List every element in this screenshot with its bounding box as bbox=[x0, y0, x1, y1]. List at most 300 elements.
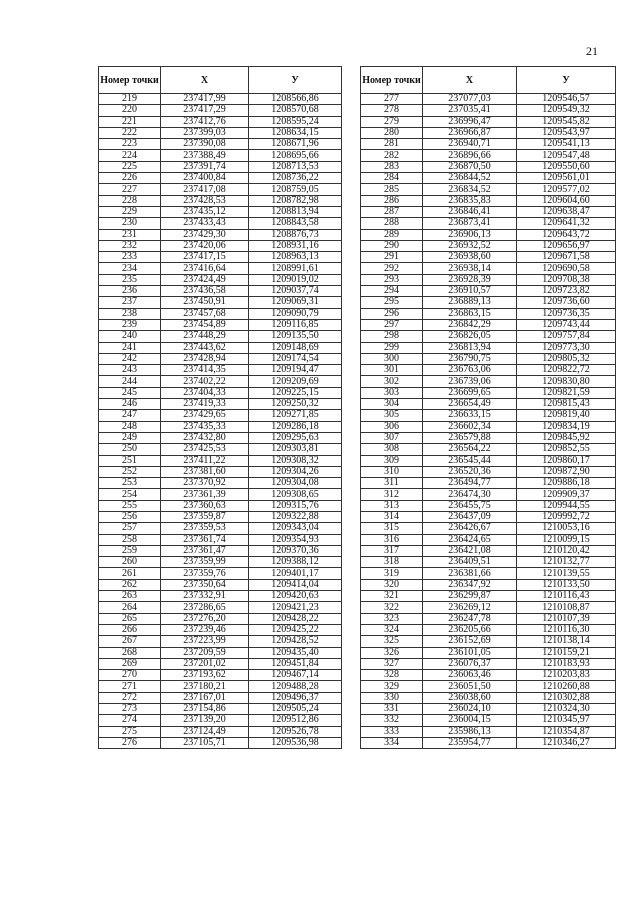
cell-point-number: 278 bbox=[361, 105, 423, 116]
cell-point-number: 324 bbox=[361, 624, 423, 635]
cell-point-number: 243 bbox=[99, 365, 161, 376]
cell-y: 1209736,35 bbox=[517, 308, 616, 319]
cell-point-number: 317 bbox=[361, 545, 423, 556]
cell-point-number: 322 bbox=[361, 602, 423, 613]
table-row bbox=[99, 579, 342, 590]
table-row bbox=[99, 658, 342, 669]
cell-y: 1210108,87 bbox=[517, 602, 616, 613]
table-row bbox=[361, 444, 616, 455]
cell-x: 236494,77 bbox=[423, 478, 517, 489]
cell-x: 235986,13 bbox=[423, 726, 517, 737]
table-row bbox=[361, 173, 616, 184]
cell-y: 1210302,88 bbox=[517, 692, 616, 703]
cell-y: 1209992,72 bbox=[517, 511, 616, 522]
cell-x: 237436,58 bbox=[161, 286, 249, 297]
cell-y: 1209315,76 bbox=[249, 500, 342, 511]
table-row bbox=[361, 715, 616, 726]
table-row bbox=[99, 206, 342, 217]
table-row bbox=[361, 658, 616, 669]
cell-x: 236426,67 bbox=[423, 523, 517, 534]
cell-y: 1209872,90 bbox=[517, 466, 616, 477]
cell-point-number: 249 bbox=[99, 432, 161, 443]
table-row bbox=[361, 670, 616, 681]
cell-x: 237361,74 bbox=[161, 534, 249, 545]
cell-point-number: 271 bbox=[99, 681, 161, 692]
cell-x: 236602,34 bbox=[423, 421, 517, 432]
cell-y: 1209860,17 bbox=[517, 455, 616, 466]
cell-x: 237359,87 bbox=[161, 511, 249, 522]
cell-y: 1209690,58 bbox=[517, 263, 616, 274]
cell-x: 236347,92 bbox=[423, 579, 517, 590]
cell-point-number: 333 bbox=[361, 726, 423, 737]
table-row bbox=[99, 737, 342, 748]
table-row bbox=[99, 568, 342, 579]
cell-point-number: 225 bbox=[99, 161, 161, 172]
cell-y: 1210324,30 bbox=[517, 704, 616, 715]
cell-y: 1209773,30 bbox=[517, 342, 616, 353]
cell-point-number: 235 bbox=[99, 274, 161, 285]
cell-point-number: 244 bbox=[99, 376, 161, 387]
cell-point-number: 252 bbox=[99, 466, 161, 477]
table-row bbox=[361, 139, 616, 150]
table-row bbox=[361, 127, 616, 138]
cell-y: 1209604,60 bbox=[517, 195, 616, 206]
cell-point-number: 229 bbox=[99, 206, 161, 217]
cell-x: 237417,99 bbox=[161, 94, 249, 105]
cell-point-number: 246 bbox=[99, 399, 161, 410]
cell-y: 1208876,73 bbox=[249, 229, 342, 240]
cell-x: 237412,76 bbox=[161, 116, 249, 127]
table-row bbox=[99, 545, 342, 556]
cell-x: 236846,41 bbox=[423, 206, 517, 217]
cell-point-number: 311 bbox=[361, 478, 423, 489]
cell-point-number: 284 bbox=[361, 173, 423, 184]
cell-point-number: 264 bbox=[99, 602, 161, 613]
cell-y: 1209343,04 bbox=[249, 523, 342, 534]
cell-y: 1208713,53 bbox=[249, 161, 342, 172]
cell-y: 1209550,60 bbox=[517, 161, 616, 172]
cell-point-number: 262 bbox=[99, 579, 161, 590]
table-row bbox=[99, 297, 342, 308]
table-row bbox=[361, 274, 616, 285]
cell-point-number: 306 bbox=[361, 421, 423, 432]
cell-x: 236051,50 bbox=[423, 681, 517, 692]
cell-y: 1209505,24 bbox=[249, 704, 342, 715]
cell-y: 1209708,38 bbox=[517, 274, 616, 285]
cell-x: 236545,44 bbox=[423, 455, 517, 466]
cell-x: 236910,57 bbox=[423, 286, 517, 297]
cell-point-number: 219 bbox=[99, 94, 161, 105]
cell-x: 237399,03 bbox=[161, 127, 249, 138]
cell-y: 1210132,77 bbox=[517, 557, 616, 568]
cell-point-number: 319 bbox=[361, 568, 423, 579]
cell-point-number: 305 bbox=[361, 410, 423, 421]
cell-point-number: 253 bbox=[99, 478, 161, 489]
cell-x: 236421,08 bbox=[423, 545, 517, 556]
cell-point-number: 258 bbox=[99, 534, 161, 545]
cell-x: 237370,92 bbox=[161, 478, 249, 489]
cell-y: 1209488,28 bbox=[249, 681, 342, 692]
cell-y: 1210116,30 bbox=[517, 624, 616, 635]
cell-y: 1210053,16 bbox=[517, 523, 616, 534]
cell-point-number: 310 bbox=[361, 466, 423, 477]
cell-y: 1209543,97 bbox=[517, 127, 616, 138]
cell-point-number: 323 bbox=[361, 613, 423, 624]
table-row bbox=[361, 647, 616, 658]
cell-x: 237359,76 bbox=[161, 568, 249, 579]
table-row bbox=[361, 421, 616, 432]
cell-y: 1209174,54 bbox=[249, 353, 342, 364]
cell-x: 237428,53 bbox=[161, 195, 249, 206]
cell-point-number: 287 bbox=[361, 206, 423, 217]
table-row bbox=[361, 568, 616, 579]
cell-y: 1210203,83 bbox=[517, 670, 616, 681]
table-row bbox=[99, 670, 342, 681]
cell-y: 1209428,52 bbox=[249, 636, 342, 647]
table-row bbox=[361, 297, 616, 308]
table-row bbox=[361, 704, 616, 715]
cell-x: 236205,66 bbox=[423, 624, 517, 635]
table-row bbox=[99, 500, 342, 511]
cell-point-number: 327 bbox=[361, 658, 423, 669]
table-row bbox=[361, 511, 616, 522]
cell-x: 237429,65 bbox=[161, 410, 249, 421]
cell-x: 236063,46 bbox=[423, 670, 517, 681]
cell-x: 236844,52 bbox=[423, 173, 517, 184]
table-row bbox=[99, 534, 342, 545]
table-row bbox=[361, 466, 616, 477]
cell-y: 1208566,86 bbox=[249, 94, 342, 105]
cell-y: 1210099,15 bbox=[517, 534, 616, 545]
cell-y: 1209401,17 bbox=[249, 568, 342, 579]
table-row bbox=[99, 704, 342, 715]
cell-point-number: 329 bbox=[361, 681, 423, 692]
cell-y: 1209723,82 bbox=[517, 286, 616, 297]
table-row bbox=[99, 410, 342, 421]
cell-point-number: 286 bbox=[361, 195, 423, 206]
table-row bbox=[99, 331, 342, 342]
cell-point-number: 326 bbox=[361, 647, 423, 658]
cell-y: 1208595,24 bbox=[249, 116, 342, 127]
cell-point-number: 300 bbox=[361, 353, 423, 364]
cell-y: 1209209,69 bbox=[249, 376, 342, 387]
cell-y: 1209467,14 bbox=[249, 670, 342, 681]
table-row bbox=[361, 692, 616, 703]
cell-point-number: 266 bbox=[99, 624, 161, 635]
cell-point-number: 222 bbox=[99, 127, 161, 138]
cell-point-number: 303 bbox=[361, 387, 423, 398]
cell-y: 1209671,58 bbox=[517, 252, 616, 263]
cell-x: 237390,08 bbox=[161, 139, 249, 150]
table-row bbox=[99, 127, 342, 138]
cell-point-number: 233 bbox=[99, 252, 161, 263]
cell-point-number: 267 bbox=[99, 636, 161, 647]
table-row bbox=[99, 715, 342, 726]
cell-x: 236932,52 bbox=[423, 240, 517, 251]
header-x: X bbox=[423, 67, 517, 94]
table-body-right bbox=[361, 94, 616, 749]
table-row bbox=[361, 399, 616, 410]
cell-x: 237429,30 bbox=[161, 229, 249, 240]
cell-x: 237077,03 bbox=[423, 94, 517, 105]
cell-x: 236813,94 bbox=[423, 342, 517, 353]
cell-point-number: 224 bbox=[99, 150, 161, 161]
table-row bbox=[99, 139, 342, 150]
cell-x: 236152,69 bbox=[423, 636, 517, 647]
cell-x: 237209,59 bbox=[161, 647, 249, 658]
table-row bbox=[361, 376, 616, 387]
cell-point-number: 272 bbox=[99, 692, 161, 703]
cell-y: 1209425,22 bbox=[249, 624, 342, 635]
cell-x: 236409,51 bbox=[423, 557, 517, 568]
cell-point-number: 302 bbox=[361, 376, 423, 387]
cell-point-number: 247 bbox=[99, 410, 161, 421]
cell-y: 1209354,93 bbox=[249, 534, 342, 545]
cell-x: 237239,46 bbox=[161, 624, 249, 635]
cell-point-number: 292 bbox=[361, 263, 423, 274]
table-row bbox=[361, 737, 616, 748]
cell-x: 237139,20 bbox=[161, 715, 249, 726]
table-row bbox=[361, 478, 616, 489]
cell-y: 1209308,32 bbox=[249, 455, 342, 466]
table-row bbox=[99, 94, 342, 105]
cell-x: 236564,22 bbox=[423, 444, 517, 455]
table-row bbox=[361, 365, 616, 376]
cell-x: 236739,06 bbox=[423, 376, 517, 387]
cell-y: 1210139,55 bbox=[517, 568, 616, 579]
cell-y: 1209496,37 bbox=[249, 692, 342, 703]
cell-point-number: 293 bbox=[361, 274, 423, 285]
table-row bbox=[361, 286, 616, 297]
cell-point-number: 259 bbox=[99, 545, 161, 556]
table-row bbox=[361, 500, 616, 511]
cell-y: 1208843,58 bbox=[249, 218, 342, 229]
cell-x: 236024,10 bbox=[423, 704, 517, 715]
cell-x: 237404,33 bbox=[161, 387, 249, 398]
page-number: 21 bbox=[586, 44, 598, 58]
cell-point-number: 330 bbox=[361, 692, 423, 703]
cell-x: 236834,52 bbox=[423, 184, 517, 195]
cell-x: 237276,20 bbox=[161, 613, 249, 624]
cell-x: 236940,71 bbox=[423, 139, 517, 150]
cell-y: 1209303,81 bbox=[249, 444, 342, 455]
cell-y: 1208759,05 bbox=[249, 184, 342, 195]
cell-y: 1209944,55 bbox=[517, 500, 616, 511]
cell-x: 236835,83 bbox=[423, 195, 517, 206]
cell-point-number: 308 bbox=[361, 444, 423, 455]
cell-point-number: 232 bbox=[99, 240, 161, 251]
cell-x: 237360,63 bbox=[161, 500, 249, 511]
cell-y: 1209090,79 bbox=[249, 308, 342, 319]
cell-y: 1210159,21 bbox=[517, 647, 616, 658]
cell-x: 236247,78 bbox=[423, 613, 517, 624]
table-row bbox=[99, 376, 342, 387]
cell-x: 237359,99 bbox=[161, 557, 249, 568]
table-row bbox=[99, 195, 342, 206]
cell-y: 1209743,44 bbox=[517, 319, 616, 330]
cell-y: 1210260,88 bbox=[517, 681, 616, 692]
cell-x: 237420,06 bbox=[161, 240, 249, 251]
table-row bbox=[361, 150, 616, 161]
table-row bbox=[361, 455, 616, 466]
cell-y: 1209225,15 bbox=[249, 387, 342, 398]
cell-y: 1209547,48 bbox=[517, 150, 616, 161]
cell-y: 1209019,02 bbox=[249, 274, 342, 285]
table-row bbox=[99, 692, 342, 703]
cell-point-number: 273 bbox=[99, 704, 161, 715]
table-row bbox=[99, 286, 342, 297]
cell-x: 237414,35 bbox=[161, 365, 249, 376]
cell-y: 1208736,22 bbox=[249, 173, 342, 184]
cell-point-number: 298 bbox=[361, 331, 423, 342]
cell-point-number: 297 bbox=[361, 319, 423, 330]
cell-point-number: 231 bbox=[99, 229, 161, 240]
cell-point-number: 227 bbox=[99, 184, 161, 195]
table-row bbox=[99, 591, 342, 602]
cell-y: 1209643,72 bbox=[517, 229, 616, 240]
cell-y: 1209822,72 bbox=[517, 365, 616, 376]
cell-y: 1209451,84 bbox=[249, 658, 342, 669]
cell-x: 237417,29 bbox=[161, 105, 249, 116]
table-row bbox=[99, 161, 342, 172]
cell-x: 236038,60 bbox=[423, 692, 517, 703]
cell-y: 1209834,19 bbox=[517, 421, 616, 432]
cell-y: 1209549,32 bbox=[517, 105, 616, 116]
table-row bbox=[361, 263, 616, 274]
cell-x: 236520,36 bbox=[423, 466, 517, 477]
table-row bbox=[99, 116, 342, 127]
cell-x: 237450,91 bbox=[161, 297, 249, 308]
table-row bbox=[99, 229, 342, 240]
cell-y: 1209536,98 bbox=[249, 737, 342, 748]
cell-y: 1208963,13 bbox=[249, 252, 342, 263]
table-body-left bbox=[99, 94, 342, 749]
cell-x: 236004,15 bbox=[423, 715, 517, 726]
cell-point-number: 270 bbox=[99, 670, 161, 681]
cell-x: 237350,64 bbox=[161, 579, 249, 590]
cell-point-number: 307 bbox=[361, 432, 423, 443]
table-row bbox=[99, 387, 342, 398]
cell-point-number: 275 bbox=[99, 726, 161, 737]
cell-x: 236938,60 bbox=[423, 252, 517, 263]
cell-point-number: 332 bbox=[361, 715, 423, 726]
cell-x: 237154,86 bbox=[161, 704, 249, 715]
cell-y: 1209250,32 bbox=[249, 399, 342, 410]
cell-x: 237416,64 bbox=[161, 263, 249, 274]
cell-y: 1210107,39 bbox=[517, 613, 616, 624]
table-row bbox=[361, 410, 616, 421]
table-row bbox=[99, 263, 342, 274]
cell-x: 237391,74 bbox=[161, 161, 249, 172]
cell-point-number: 315 bbox=[361, 523, 423, 534]
cell-x: 237443,62 bbox=[161, 342, 249, 353]
cell-x: 236873,41 bbox=[423, 218, 517, 229]
cell-y: 1209830,80 bbox=[517, 376, 616, 387]
cell-point-number: 296 bbox=[361, 308, 423, 319]
cell-y: 1209435,40 bbox=[249, 647, 342, 658]
cell-point-number: 320 bbox=[361, 579, 423, 590]
cell-y: 1209322,88 bbox=[249, 511, 342, 522]
cell-point-number: 239 bbox=[99, 319, 161, 330]
cell-x: 236928,39 bbox=[423, 274, 517, 285]
header-y: У bbox=[249, 67, 342, 94]
cell-y: 1209845,92 bbox=[517, 432, 616, 443]
cell-x: 236101,05 bbox=[423, 647, 517, 658]
cell-point-number: 294 bbox=[361, 286, 423, 297]
cell-point-number: 316 bbox=[361, 534, 423, 545]
cell-point-number: 234 bbox=[99, 263, 161, 274]
cell-x: 237400,84 bbox=[161, 173, 249, 184]
cell-x: 236966,87 bbox=[423, 127, 517, 138]
header-point-number: Номер точки bbox=[99, 67, 161, 94]
cell-x: 236896,66 bbox=[423, 150, 517, 161]
table-row bbox=[361, 545, 616, 556]
cell-point-number: 314 bbox=[361, 511, 423, 522]
cell-point-number: 238 bbox=[99, 308, 161, 319]
table-row bbox=[99, 105, 342, 116]
cell-point-number: 321 bbox=[361, 591, 423, 602]
cell-x: 237201,02 bbox=[161, 658, 249, 669]
table-row bbox=[361, 218, 616, 229]
table-row bbox=[361, 557, 616, 568]
cell-x: 237388,49 bbox=[161, 150, 249, 161]
cell-point-number: 290 bbox=[361, 240, 423, 251]
table-row bbox=[361, 353, 616, 364]
cell-x: 237361,47 bbox=[161, 545, 249, 556]
cell-x: 237457,68 bbox=[161, 308, 249, 319]
cell-x: 237435,33 bbox=[161, 421, 249, 432]
cell-y: 1208813,94 bbox=[249, 206, 342, 217]
cell-x: 236455,75 bbox=[423, 500, 517, 511]
cell-x: 236381,66 bbox=[423, 568, 517, 579]
cell-x: 237361,39 bbox=[161, 489, 249, 500]
cell-y: 1209545,82 bbox=[517, 116, 616, 127]
cell-y: 1210133,50 bbox=[517, 579, 616, 590]
cell-y: 1208931,16 bbox=[249, 240, 342, 251]
table-row bbox=[99, 557, 342, 568]
cell-point-number: 245 bbox=[99, 387, 161, 398]
table-row bbox=[361, 579, 616, 590]
cell-y: 1209148,69 bbox=[249, 342, 342, 353]
table-row bbox=[361, 432, 616, 443]
cell-x: 237332,91 bbox=[161, 591, 249, 602]
coordinates-table-left bbox=[98, 66, 342, 749]
table-row bbox=[361, 116, 616, 127]
cell-x: 237035,41 bbox=[423, 105, 517, 116]
cell-point-number: 237 bbox=[99, 297, 161, 308]
cell-point-number: 255 bbox=[99, 500, 161, 511]
table-row bbox=[361, 331, 616, 342]
cell-point-number: 299 bbox=[361, 342, 423, 353]
cell-y: 1209815,43 bbox=[517, 399, 616, 410]
cell-point-number: 223 bbox=[99, 139, 161, 150]
cell-point-number: 254 bbox=[99, 489, 161, 500]
cell-y: 1209526,78 bbox=[249, 726, 342, 737]
table-row bbox=[361, 613, 616, 624]
cell-y: 1209421,23 bbox=[249, 602, 342, 613]
table-row bbox=[361, 534, 616, 545]
cell-point-number: 285 bbox=[361, 184, 423, 195]
table-row bbox=[99, 342, 342, 353]
cell-x: 237428,94 bbox=[161, 353, 249, 364]
cell-x: 236699,65 bbox=[423, 387, 517, 398]
cell-x: 236076,37 bbox=[423, 658, 517, 669]
table-row bbox=[99, 647, 342, 658]
cell-y: 1209541,13 bbox=[517, 139, 616, 150]
table-row bbox=[361, 184, 616, 195]
cell-x: 236889,13 bbox=[423, 297, 517, 308]
cell-point-number: 261 bbox=[99, 568, 161, 579]
